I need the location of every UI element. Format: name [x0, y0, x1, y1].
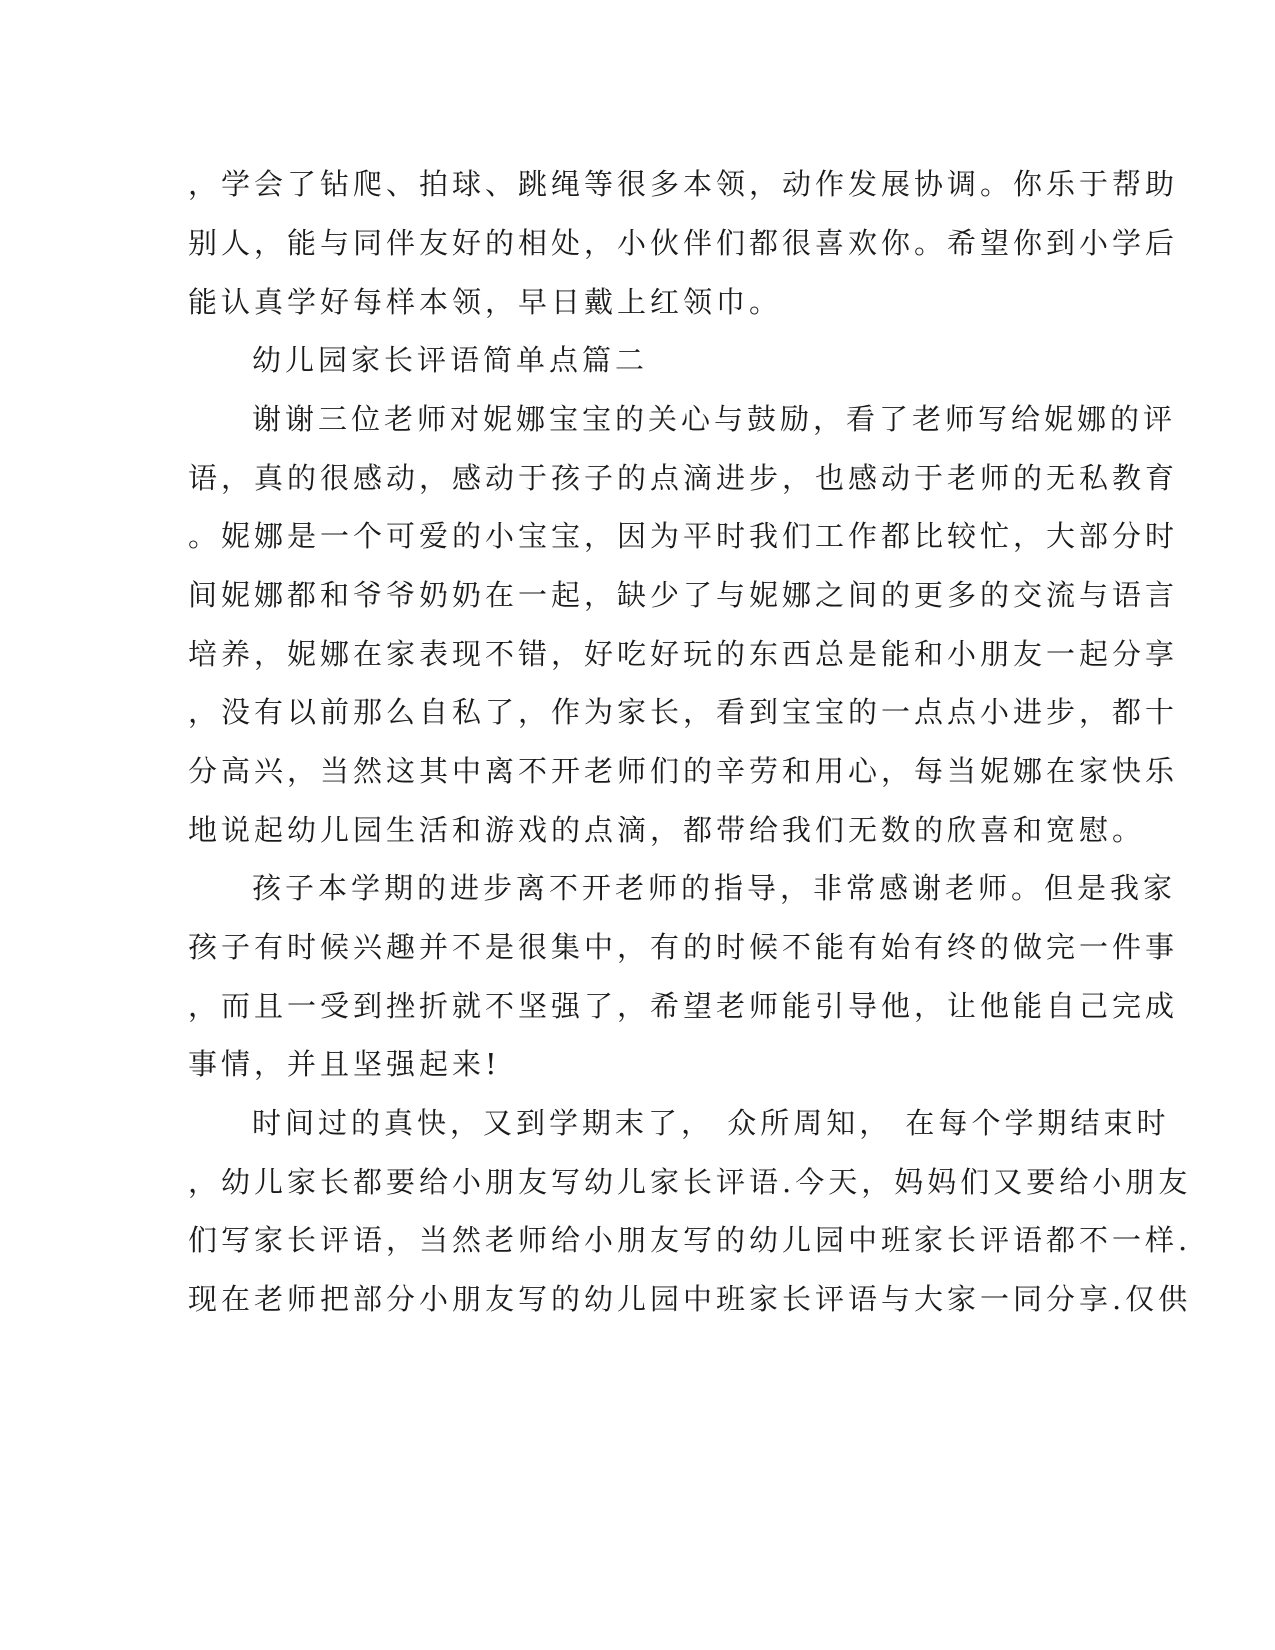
- body-text-line: 别人，能与同伴友好的相处，小伙伴们都很喜欢你。希望你到小学后: [188, 226, 1179, 260]
- body-text-line: 孩子有时候兴趣并不是很集中，有的时候不能有始有终的做完一件事: [188, 930, 1179, 964]
- body-text-line: 语，真的很感动，感动于孩子的点滴进步，也感动于老师的无私教育: [188, 461, 1179, 495]
- paragraph-first-line: 谢谢三位老师对妮娜宝宝的关心与鼓励，看了老师写给妮娜的评: [252, 402, 1177, 436]
- paragraph-first-line: 时间过的真快，又到学期末了， 众所周知， 在每个学期结束时: [252, 1106, 1170, 1140]
- body-text-line: 事情，并且坚强起来!: [188, 1047, 501, 1081]
- body-text-line: 们写家长评语，当然老师给小朋友写的幼儿园中班家长评语都不一样.: [188, 1223, 1192, 1257]
- paragraph-first-line: 孩子本学期的进步离不开老师的指导，非常感谢老师。但是我家: [252, 871, 1177, 905]
- section-heading: 幼儿园家长评语简单点篇二: [252, 343, 649, 377]
- body-text-line: 间妮娜都和爷爷奶奶在一起，缺少了与妮娜之间的更多的交流与语言: [188, 578, 1179, 612]
- body-text-line: 能认真学好每样本领，早日戴上红领巾。: [188, 285, 783, 319]
- body-text-line: 分高兴，当然这其中离不开老师们的辛劳和用心，每当妮娜在家快乐: [188, 754, 1179, 788]
- body-text-line: 培养，妮娜在家表现不错，好吃好玩的东西总是能和小朋友一起分享: [188, 637, 1179, 671]
- body-text-line: 。妮娜是一个可爱的小宝宝，因为平时我们工作都比较忙，大部分时: [188, 519, 1179, 553]
- body-text-line: 地说起幼儿园生活和游戏的点滴，都带给我们无数的欣喜和宽慰。: [188, 813, 1146, 847]
- body-text-line: 现在老师把部分小朋友写的幼儿园中班家长评语与大家一同分享.仅供: [188, 1282, 1192, 1316]
- body-text-line: ，没有以前那么自私了，作为家长，看到宝宝的一点点小进步，都十: [188, 695, 1179, 729]
- body-text-line: ，而且一受到挫折就不坚强了，希望老师能引导他，让他能自己完成: [188, 989, 1179, 1023]
- body-text-line: ，幼儿家长都要给小朋友写幼儿家长评语.今天，妈妈们又要给小朋友: [188, 1165, 1192, 1199]
- body-text-line: ，学会了钻爬、拍球、跳绳等很多本领，动作发展协调。你乐于帮助: [188, 167, 1179, 201]
